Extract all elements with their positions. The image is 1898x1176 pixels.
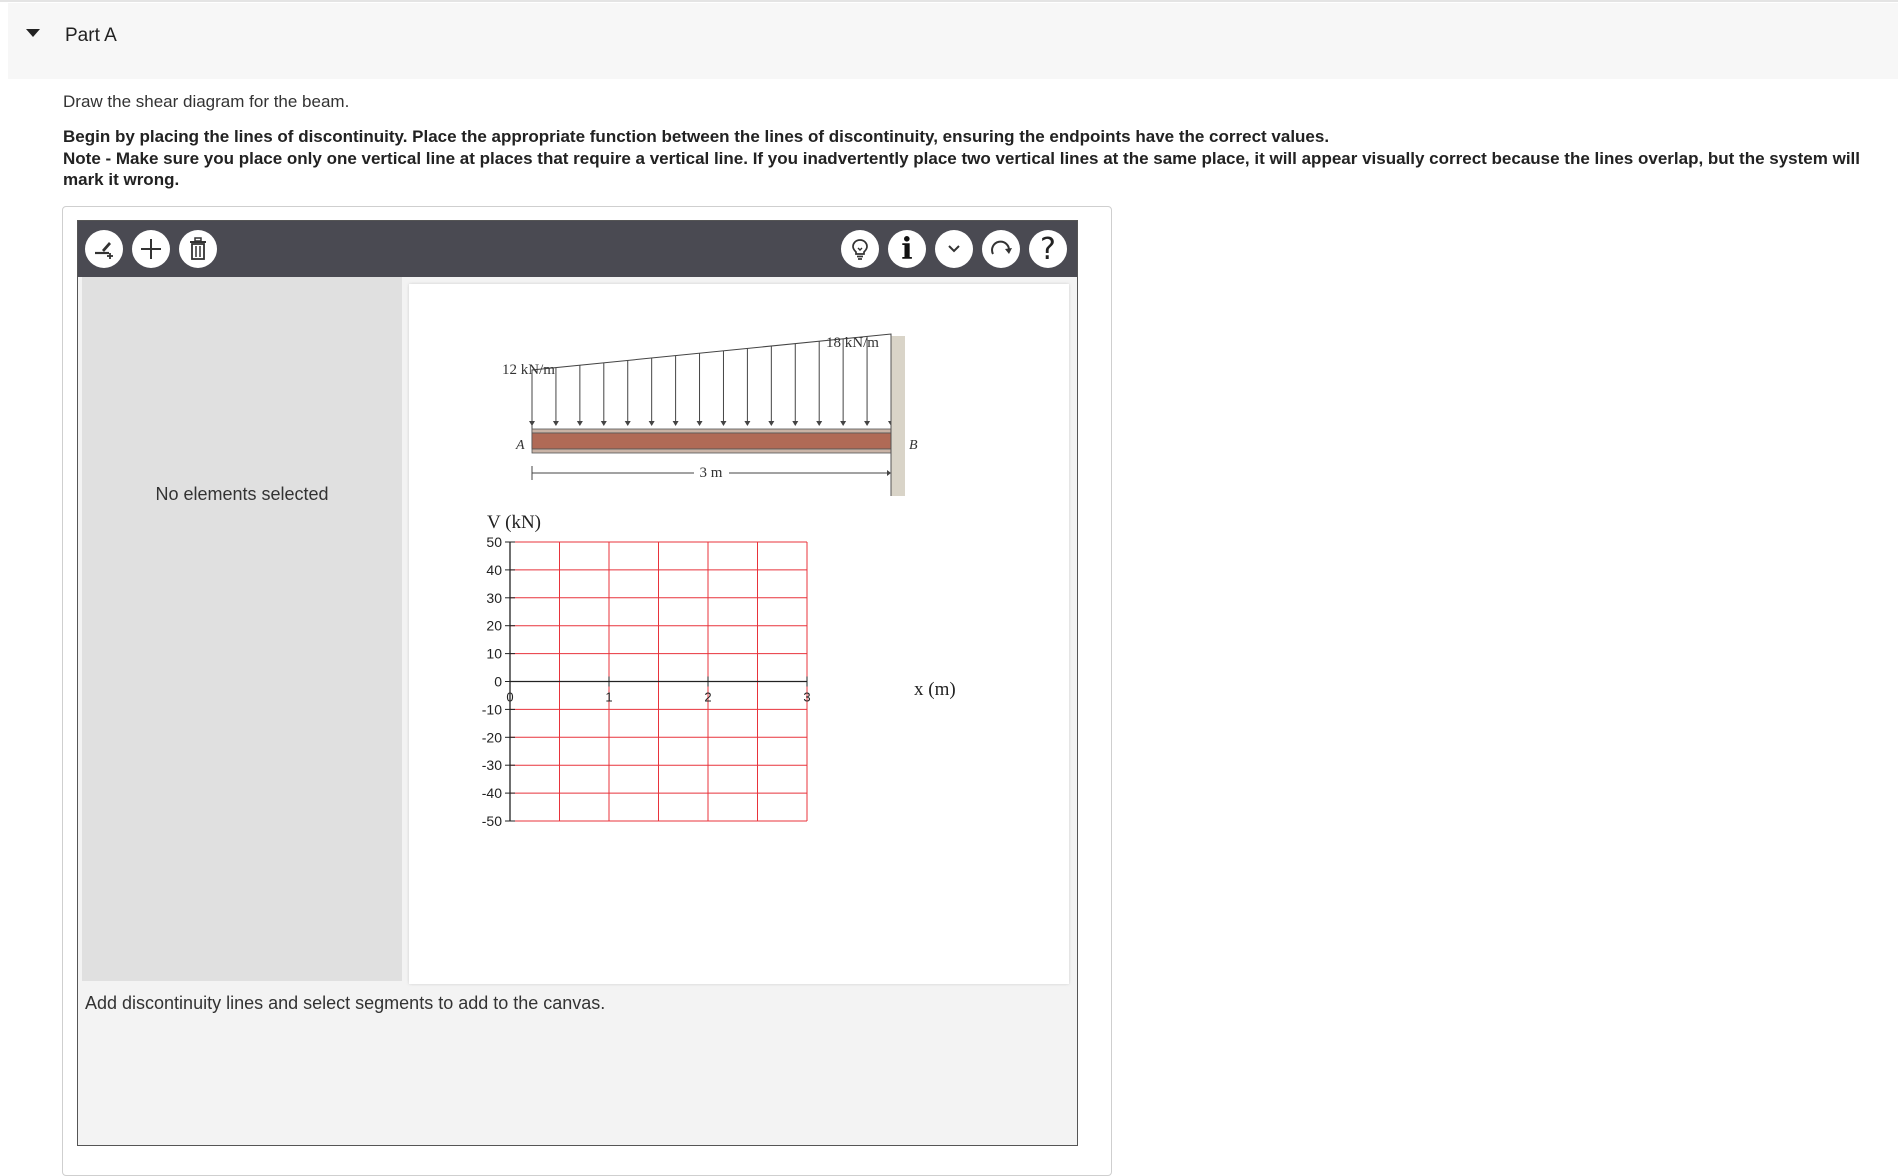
part-header[interactable] xyxy=(8,3,1898,79)
x-tick-label: 1 xyxy=(605,689,613,705)
y-tick-label: 0 xyxy=(494,673,502,690)
part-title: Part A xyxy=(65,25,117,46)
y-axis-label: V (kN) xyxy=(487,512,542,533)
redo-icon xyxy=(988,236,1014,262)
draw-line-icon xyxy=(92,237,116,261)
delete-button[interactable] xyxy=(179,230,217,268)
question-text: Draw the shear diagram for the beam. xyxy=(63,92,350,111)
trash-icon xyxy=(187,237,209,261)
properties-panel xyxy=(82,277,402,981)
hint-button[interactable] xyxy=(841,230,879,268)
beam-figure xyxy=(502,334,918,496)
load-arrow-head xyxy=(625,421,631,426)
load-arrow-head xyxy=(649,421,655,426)
beam-bottom-flange xyxy=(532,449,891,453)
load-right-label: 18 kN/m xyxy=(826,335,879,351)
load-arrow-head xyxy=(744,421,750,426)
load-arrow-head xyxy=(529,421,535,426)
chevron-down-icon xyxy=(946,241,962,257)
load-arrow-head xyxy=(864,421,870,426)
help-icon: ? xyxy=(1040,231,1056,267)
instruction-begin: Begin by placing the lines of discontinuity. Place the appropriate function between the lines of discontinuity, ensuring the endpoints have the correct values. xyxy=(63,127,1330,146)
help-button[interactable] xyxy=(1029,230,1067,268)
canvas-status: Add discontinuity lines and select segments to add to the canvas. xyxy=(85,993,606,1013)
load-arrow-head xyxy=(697,421,703,426)
length-label: 3 m xyxy=(699,465,723,481)
x-tick-label: 0 xyxy=(506,689,514,705)
toolbar xyxy=(78,221,1077,277)
selection-status: No elements selected xyxy=(155,484,329,504)
load-arrow-head xyxy=(720,421,726,426)
draw-line-button[interactable] xyxy=(85,230,123,268)
dim-arrow-right xyxy=(887,470,891,476)
add-button[interactable] xyxy=(132,230,170,268)
y-tick-label: -50 xyxy=(481,813,502,829)
load-arrow-head xyxy=(577,421,583,426)
redo-button[interactable] xyxy=(982,230,1020,268)
fixed-wall xyxy=(891,336,905,496)
load-arrow-head xyxy=(601,421,607,426)
y-tick-label: 20 xyxy=(486,617,502,634)
collapse-caret-icon[interactable] xyxy=(26,29,40,37)
y-tick-label: 30 xyxy=(486,589,502,606)
support-a-label: A xyxy=(516,438,525,453)
load-arrow-head xyxy=(816,421,822,426)
beam-top-flange xyxy=(532,429,891,433)
x-tick-label: 2 xyxy=(704,689,712,705)
load-arrow-head xyxy=(673,421,679,426)
top-divider xyxy=(0,0,1898,2)
beam-web xyxy=(532,433,891,449)
lightbulb-icon xyxy=(848,237,872,261)
drawing-canvas[interactable] xyxy=(409,284,1069,984)
plus-icon xyxy=(139,237,163,261)
x-tick-label: 3 xyxy=(803,689,811,705)
canvas-svg[interactable] xyxy=(409,284,1069,984)
info-icon: i xyxy=(901,231,913,267)
instruction-note: Note - Make sure you place only one vertical line at places that require a vertical line. If you inadvertently place two vertical lines at the same place, it will appear visually correct because the lines overlap, but the system will mark it wrong. xyxy=(63,149,1860,189)
y-tick-label: -40 xyxy=(481,785,502,802)
load-left-label: 12 kN/m xyxy=(502,362,555,378)
shear-diagram[interactable] xyxy=(482,512,956,829)
y-tick-label: -20 xyxy=(481,729,502,746)
more-options-button[interactable] xyxy=(935,230,973,268)
y-tick-label: 50 xyxy=(486,534,502,550)
load-arrow-head xyxy=(792,421,798,426)
info-button[interactable] xyxy=(888,230,926,268)
y-tick-label: 10 xyxy=(486,645,502,662)
load-arrow-head xyxy=(840,421,846,426)
y-tick-label: -30 xyxy=(481,757,502,774)
load-arrow-head xyxy=(553,421,559,426)
support-b-label: B xyxy=(909,438,918,453)
drawing-tool xyxy=(77,220,1078,1146)
y-tick-label: -10 xyxy=(481,701,502,718)
x-axis-label: x (m) xyxy=(914,679,956,700)
load-arrow-head xyxy=(768,421,774,426)
y-tick-label: 40 xyxy=(486,561,502,578)
